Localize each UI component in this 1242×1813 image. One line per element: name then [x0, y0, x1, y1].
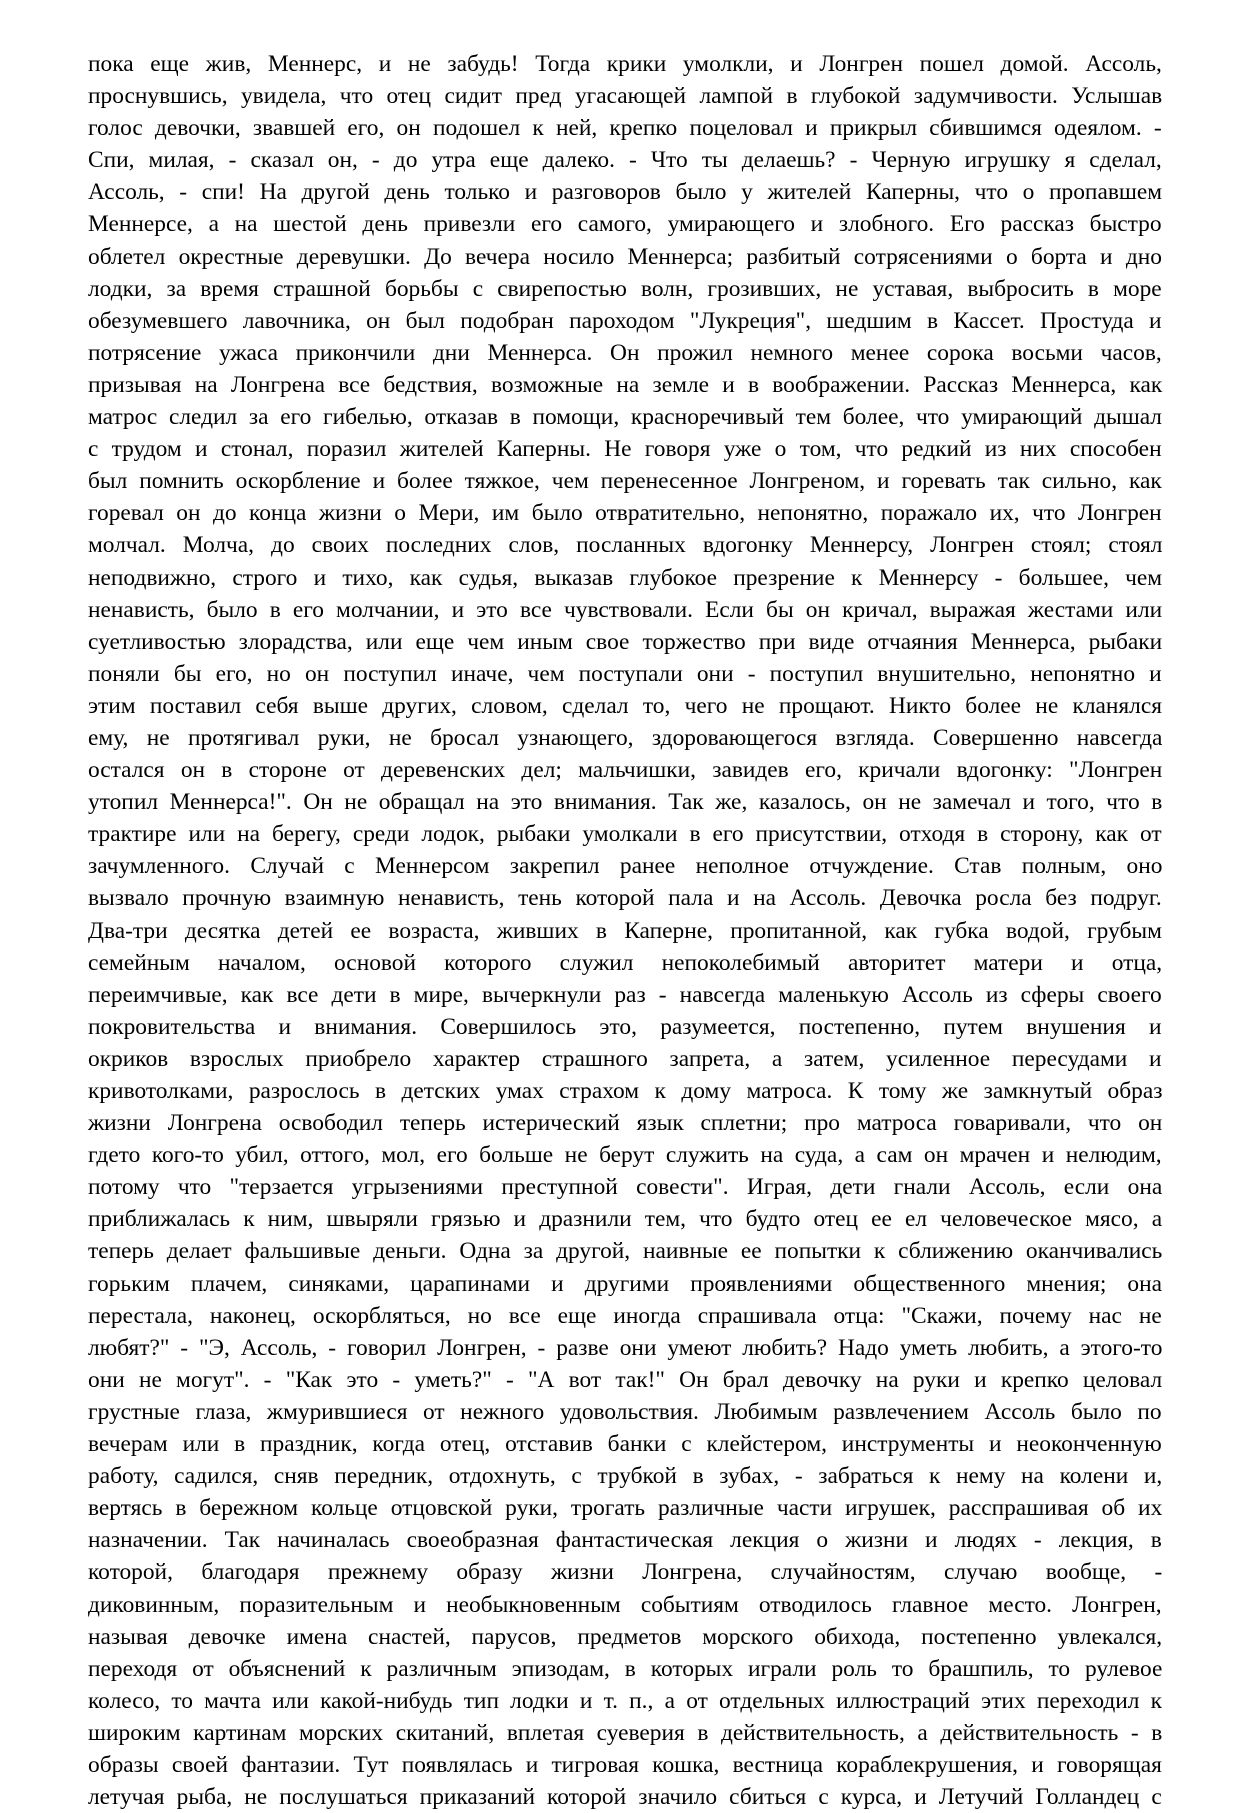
text-line: переимчивые, как все дети в мире, вычеркнули раз - навсегда маленькую Ассоль из сферы своего	[88, 981, 1162, 1008]
text-line: колесо, то мачта или какой-нибудь тип лодки и т. п., а от отдельных иллюстраций этих переходил к	[88, 1687, 1163, 1714]
text-line: Два-три десятка детей ее возраста, живших в Каперне, пропитанной, как губка водой, грубым	[88, 917, 1162, 944]
text-line: Спи, милая, - сказал он, - до утра еще далеко. - Что ты делаешь? - Черную игрушку я сделал,	[88, 147, 1162, 174]
text-line: суетливостью злорадства, или еще чем иным свое торжество при виде отчаяния Меннерса, рыбаки	[88, 628, 1163, 655]
text-line: матрос следил за его гибелью, отказав в помощи, красноречивый тем более, что умирающий дышал	[88, 404, 1162, 431]
text-line: потому что "терзается угрызениями преступной совести". Играя, дети гнали Ассоль, если она	[88, 1174, 1163, 1201]
text-line: поняли бы его, но он поступил иначе, чем поступали они - поступил внушительно, непонятно и	[88, 660, 1162, 687]
text-line: обезумевшего лавочника, он был подобран пароходом "Лукреция", шедшим в Кассет. Простуда и	[88, 307, 1162, 334]
text-line: Ассоль, - спи! На другой день только и разговоров было у жителей Каперны, что о пропавшем	[88, 179, 1163, 206]
text-line: вертясь в бережном кольце отцовской руки, трогать различные части игрушек, расспрашивая об их	[88, 1495, 1163, 1522]
text-line: грустные глаза, жмурившиеся от нежного удовольствия. Любимым развлечением Ассоль было по	[88, 1398, 1162, 1425]
text-line: голос девочки, звавшей его, он подошел к ней, крепко поцеловал и прикрыл сбившимся одеялом. -	[88, 115, 1162, 142]
text-line: трактире или на берегу, среди лодок, рыбаки умолкали в его присутствии, отходя в сторону, как от	[88, 821, 1162, 848]
text-line: горьким плачем, синяками, царапинами и другими проявлениями общественного мнения; она	[88, 1270, 1163, 1297]
text-line: называя девочке имена снастей, парусов, предметов морского обихода, постепенно увлекался,	[88, 1623, 1163, 1650]
document-page	[88, 48, 1162, 1813]
text-line: вызвало прочную взаимную ненависть, тень которой пала и на Ассоль. Девочка росла без подруг.	[88, 885, 1162, 912]
text-line: проснувшись, увидела, что отец сидит пред угасающей лампой в глубокой задумчивости. Услышав	[88, 83, 1163, 110]
text-line: любят?" - "Э, Ассоль, - говорил Лонгрен, - разве они умеют любить? Надо уметь любить, а этого-то	[88, 1334, 1163, 1361]
text-line: жизни Лонгрена освободил теперь истерический язык сплетни; про матроса говаривали, что он	[88, 1110, 1163, 1137]
text-line: работу, садился, сняв передник, отдохнуть, с трубкой в зубах, - забраться к нему на колени и,	[88, 1463, 1163, 1490]
text-line: этим поставил себя выше других, словом, сделал то, чего не прощают. Никто более не кланялся	[88, 692, 1162, 719]
text-line: назначении. Так начиналась своеобразная фантастическая лекция о жизни и людях - лекция, в	[88, 1527, 1162, 1554]
text-line: широким картинам морских скитаний, вплетая суеверия в действительность, а действительность - в	[88, 1719, 1163, 1746]
text-line: кривотолками, разрослось в детских умах страхом к дому матроса. К тому же замкнутый образ	[88, 1078, 1163, 1104]
text-line: горевал он до конца жизни о Мери, им было отвратительно, непонятно, поражало их, что Лонгрен	[88, 500, 1162, 527]
text-line: молчал. Молча, до своих последних слов, посланных вдогонку Меннерсу, Лонгрен стоял; стоял	[88, 532, 1163, 559]
text-line: призывая на Лонгрена все бедствия, возможные на земле и в воображении. Рассказ Меннерса, как	[88, 371, 1163, 398]
text-line: которой, благодаря прежнему образу жизни Лонгрена, случайностям, случаю вообще, -	[88, 1559, 1163, 1586]
text-line: гдето кого-то убил, оттого, мол, его больше не берут служить на суда, а сам он мрачен и нелюдим,	[88, 1142, 1162, 1169]
text-line: ненависть, было в его молчании, и это все чувствовали. Если бы он кричал, выражая жестами или	[88, 596, 1163, 623]
text-line: неподвижно, строго и тихо, как судья, выказав глубокое презрение к Меннерсу - большее, чем	[88, 564, 1163, 591]
text-line: ему, не протягивал руки, не бросал узнающего, здоровающегося взгляда. Совершенно навсегда	[88, 724, 1163, 751]
text-line: окриков взрослых приобрело характер страшного запрета, а затем, усиленное пересудами и	[88, 1045, 1162, 1072]
text-line: покровительства и внимания. Совершилось это, разумеется, постепенно, путем внушения и	[88, 1013, 1162, 1040]
text-line: теперь делает фальшивые деньги. Одна за другой, наивные ее попытки к сближению оканчивались	[88, 1238, 1163, 1265]
text-line: лодки, за время страшной борьбы с свирепостью волн, грозивших, не уставая, выбросить в море	[88, 275, 1162, 302]
text-line: утопил Меннерса!". Он не обращал на это внимания. Так же, казалось, он не замечал и того, что в	[88, 789, 1163, 816]
text-line: Меннерсе, а на шестой день привезли его самого, умирающего и злобного. Его рассказ быстро	[88, 211, 1162, 238]
text-line: остался он в стороне от деревенских дел; мальчишки, завидев его, кричали вдогонку: "Лонгрен	[88, 757, 1163, 784]
text-line: потрясение ужаса прикончили дни Меннерса. Он прожил немного менее сорока восьми часов,	[88, 339, 1162, 366]
text-line: с трудом и стонал, поразил жителей Каперны. Не говоря уже о том, что редкий из них способен	[88, 436, 1162, 463]
text-line: вечерам или в праздник, когда отец, отставив банки с клейстером, инструменты и неоконченную	[88, 1431, 1162, 1458]
text-line: перестала, наконец, оскорбляться, но все еще иногда спрашивала отца: "Скажи, почему нас не	[88, 1302, 1162, 1329]
text-line: пока еще жив, Меннерс, и не забудь! Тогда крики умолкли, и Лонгрен пошел домой. Ассоль,	[88, 51, 1162, 77]
text-line: образы своей фантазии. Тут появлялась и тигровая кошка, вестница кораблекрушения, и говорящая	[88, 1751, 1162, 1778]
text-line: диковинным, поразительным и необыкновенным событиям отводилось главное место. Лонгрен,	[88, 1591, 1162, 1618]
text-line: они не могут". - "Как это - уметь?" - "А вот так!" Он брал девочку на руки и крепко целовал	[88, 1366, 1163, 1393]
text-line: облетел окрестные деревушки. До вечера носило Меннерса; разбитый сотрясениями о борта и дно	[88, 243, 1162, 270]
text-line: зачумленного. Случай с Меннерсом закрепил ранее неполное отчуждение. Став полным, оно	[88, 853, 1163, 880]
text-line: летучая рыба, не послушаться приказаний которой значило сбиться с курса, и Летучий Голландец с	[88, 1784, 1162, 1811]
text-line: семейным началом, основой которого служил непоколебимый авторитет матери и отца,	[88, 949, 1163, 976]
text-line: был помнить оскорбление и более тяжкое, чем перенесенное Лонгреном, и горевать так сильно, как	[88, 468, 1162, 495]
text-line: переходя от объяснений к различным эпизодам, в которых играли роль то брашпиль, то рулевое	[88, 1655, 1163, 1682]
text-line: приближалась к ним, швыряли грязью и дразнили тем, что будто отец ее ел человеческое мясо, а	[88, 1206, 1163, 1233]
